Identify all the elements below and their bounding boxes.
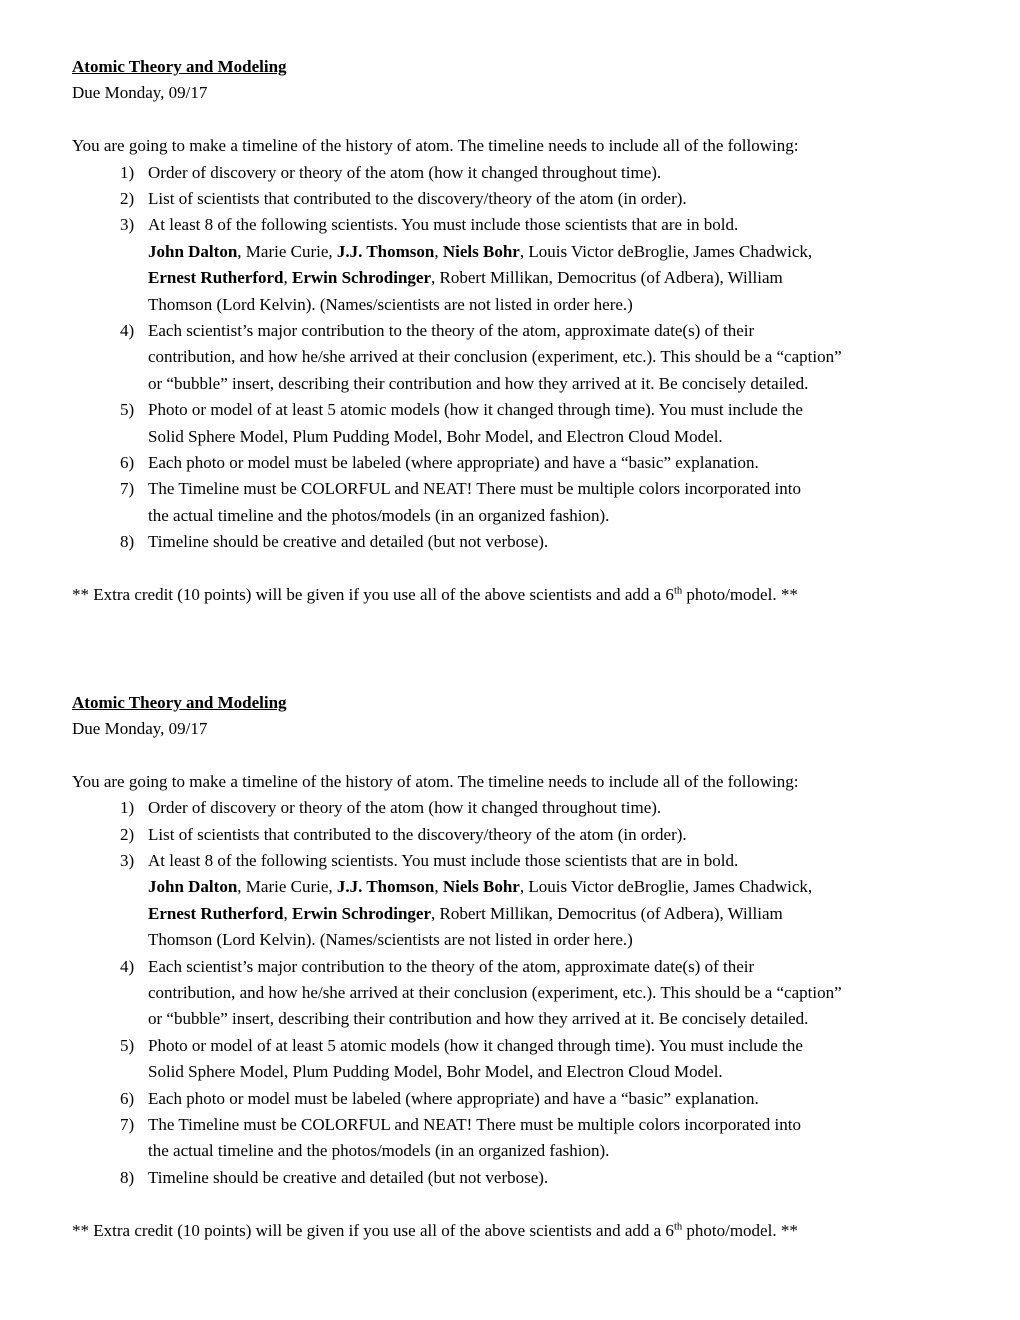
text-segment: , Louis Victor deBroglie, James Chadwick, bbox=[519, 241, 813, 261]
text-segment: Each scientist’s major contribution to the theory of the atom, approximate date(s) of their bbox=[148, 956, 755, 976]
bold-scientist-name: Ernest Rutherford bbox=[148, 268, 284, 288]
text-segment: Each scientist’s major contribution to the theory of the atom, approximate date(s) of their bbox=[148, 321, 755, 341]
item-number: 1) bbox=[120, 798, 135, 818]
requirements-list bbox=[72, 160, 962, 556]
item-number: 3) bbox=[120, 850, 135, 870]
requirement-item bbox=[72, 1165, 962, 1191]
bold-scientist-name: J.J. Thomson bbox=[336, 877, 435, 897]
text-segment: , bbox=[283, 268, 293, 288]
handout-copy-2 bbox=[72, 690, 962, 1245]
text-segment: contribution, and how he/she arrived at their conclusion (experiment, etc.). This should be a “caption” bbox=[148, 982, 842, 1002]
requirement-item bbox=[72, 822, 962, 848]
bold-scientist-name: John Dalton bbox=[148, 877, 238, 897]
requirements-list bbox=[72, 795, 962, 1191]
extra-credit-note bbox=[72, 582, 962, 608]
text-segment: or “bubble” insert, describing their contribution and how they arrived at it. Be concisely detailed. bbox=[148, 1009, 809, 1029]
due-date: Due Monday, 09/17 bbox=[72, 718, 208, 738]
item-text bbox=[148, 453, 759, 472]
text-segment: photo/model. ** bbox=[682, 1220, 798, 1240]
text-segment: At least 8 of the following scientists. You must include those scientists that are in bold. bbox=[148, 215, 739, 235]
text-segment: the actual timeline and the photos/models (in an organized fashion). bbox=[148, 505, 610, 525]
item-text bbox=[148, 400, 803, 445]
text-segment: , bbox=[434, 241, 443, 261]
item-number: 6) bbox=[120, 453, 135, 473]
item-text bbox=[148, 1036, 803, 1081]
requirement-item bbox=[72, 160, 962, 186]
item-number: 4) bbox=[120, 956, 135, 976]
item-text bbox=[148, 851, 812, 949]
text-segment: Timeline should be creative and detailed (but not verbose). bbox=[148, 532, 549, 552]
handout-title: Atomic Theory and Modeling bbox=[72, 57, 287, 76]
text-segment: , Robert Millikan, Democritus (of Adbera), William bbox=[431, 903, 783, 923]
bold-scientist-name: Ernest Rutherford bbox=[148, 903, 284, 923]
requirement-item bbox=[72, 212, 962, 318]
text-segment: The Timeline must be COLORFUL and NEAT! There must be multiple colors incorporated into bbox=[148, 479, 801, 499]
item-number: 5) bbox=[120, 400, 135, 420]
item-number: 4) bbox=[120, 321, 135, 341]
item-text bbox=[148, 215, 812, 313]
item-text bbox=[148, 957, 842, 1029]
text-segment: , Robert Millikan, Democritus (of Adbera), William bbox=[431, 268, 783, 288]
text-segment: Each photo or model must be labeled (where appropriate) and have a “basic” explanation. bbox=[148, 1088, 759, 1108]
item-text bbox=[148, 1089, 759, 1108]
requirement-item bbox=[72, 450, 962, 476]
text-segment: Solid Sphere Model, Plum Pudding Model, Bohr Model, and Electron Cloud Model. bbox=[148, 1062, 723, 1082]
bold-scientist-name: Niels Bohr bbox=[442, 241, 520, 261]
item-number: 7) bbox=[120, 479, 135, 499]
item-text bbox=[148, 479, 801, 524]
requirement-item bbox=[72, 476, 962, 529]
intro-paragraph: You are going to make a timeline of the history of atom. The timeline needs to include all of the following: bbox=[72, 136, 799, 156]
requirement-item bbox=[72, 954, 962, 1033]
text-segment: At least 8 of the following scientists. You must include those scientists that are in bold. bbox=[148, 850, 739, 870]
requirement-item bbox=[72, 318, 962, 397]
text-segment: Each photo or model must be labeled (where appropriate) and have a “basic” explanation. bbox=[148, 453, 759, 473]
text-segment: Solid Sphere Model, Plum Pudding Model, Bohr Model, and Electron Cloud Model. bbox=[148, 426, 723, 446]
bold-scientist-name: Erwin Schrodinger bbox=[292, 268, 432, 288]
text-segment: List of scientists that contributed to the discovery/theory of the atom (in order). bbox=[148, 824, 687, 844]
requirement-item bbox=[72, 1033, 962, 1086]
due-date: Due Monday, 09/17 bbox=[72, 83, 208, 103]
item-text bbox=[148, 798, 661, 817]
text-segment: the actual timeline and the photos/models (in an organized fashion). bbox=[148, 1141, 610, 1161]
text-segment: , Marie Curie, bbox=[237, 877, 337, 897]
item-number: 1) bbox=[120, 162, 135, 182]
bold-scientist-name: Erwin Schrodinger bbox=[292, 903, 432, 923]
item-text bbox=[148, 1168, 548, 1187]
handout-copy-1 bbox=[72, 54, 962, 609]
requirement-item bbox=[72, 186, 962, 212]
bold-scientist-name: Niels Bohr bbox=[442, 877, 520, 897]
item-text bbox=[148, 189, 687, 208]
text-segment: ** Extra credit (10 points) will be given if you use all of the above scientists and add a 6 bbox=[72, 585, 674, 605]
extra-credit-note bbox=[72, 1218, 962, 1244]
requirement-item bbox=[72, 848, 962, 954]
text-segment: , bbox=[434, 877, 443, 897]
text-segment: Photo or model of at least 5 atomic models (how it changed through time). You must include the bbox=[148, 400, 803, 420]
requirement-item bbox=[72, 529, 962, 555]
text-segment: ** Extra credit (10 points) will be given if you use all of the above scientists and add a 6 bbox=[72, 1220, 674, 1240]
item-number: 3) bbox=[120, 215, 135, 235]
item-number: 5) bbox=[120, 1035, 135, 1055]
text-segment: Thomson (Lord Kelvin). (Names/scientists are not listed in order here.) bbox=[148, 294, 633, 314]
ordinal-superscript: th bbox=[673, 585, 683, 597]
text-segment: photo/model. ** bbox=[682, 585, 798, 605]
text-segment: Photo or model of at least 5 atomic models (how it changed through time). You must include the bbox=[148, 1035, 803, 1055]
handout-title: Atomic Theory and Modeling bbox=[72, 692, 287, 712]
item-number: 8) bbox=[120, 1167, 135, 1187]
text-segment: Order of discovery or theory of the atom (how it changed throughout time). bbox=[148, 162, 662, 182]
intro-paragraph: You are going to make a timeline of the history of atom. The timeline needs to include all of the following: bbox=[72, 771, 799, 791]
item-text bbox=[148, 321, 842, 393]
text-segment: Timeline should be creative and detailed (but not verbose). bbox=[148, 1167, 549, 1187]
item-text bbox=[148, 1115, 801, 1160]
item-text bbox=[148, 532, 548, 551]
text-segment: or “bubble” insert, describing their contribution and how they arrived at it. Be concisely detailed. bbox=[148, 373, 809, 393]
item-text bbox=[148, 825, 687, 844]
text-segment: The Timeline must be COLORFUL and NEAT! There must be multiple colors incorporated into bbox=[148, 1114, 801, 1134]
requirement-item bbox=[72, 1086, 962, 1112]
item-number: 6) bbox=[120, 1088, 135, 1108]
text-segment: , Marie Curie, bbox=[237, 241, 337, 261]
item-number: 8) bbox=[120, 532, 135, 552]
text-segment: Thomson (Lord Kelvin). (Names/scientists are not listed in order here.) bbox=[148, 930, 633, 950]
text-segment: Order of discovery or theory of the atom (how it changed throughout time). bbox=[148, 798, 662, 818]
text-segment: , bbox=[283, 903, 293, 923]
requirement-item bbox=[72, 1112, 962, 1165]
text-segment: contribution, and how he/she arrived at their conclusion (experiment, etc.). This should be a “caption” bbox=[148, 347, 842, 367]
item-number: 2) bbox=[120, 824, 135, 844]
bold-scientist-name: John Dalton bbox=[148, 241, 238, 261]
requirement-item bbox=[72, 397, 962, 450]
requirement-item bbox=[72, 795, 962, 821]
item-number: 2) bbox=[120, 189, 135, 209]
bold-scientist-name: J.J. Thomson bbox=[336, 241, 435, 261]
item-number: 7) bbox=[120, 1114, 135, 1134]
text-segment: List of scientists that contributed to the discovery/theory of the atom (in order). bbox=[148, 189, 687, 209]
ordinal-superscript: th bbox=[673, 1220, 683, 1232]
text-segment: , Louis Victor deBroglie, James Chadwick, bbox=[519, 877, 813, 897]
item-text bbox=[148, 163, 661, 182]
